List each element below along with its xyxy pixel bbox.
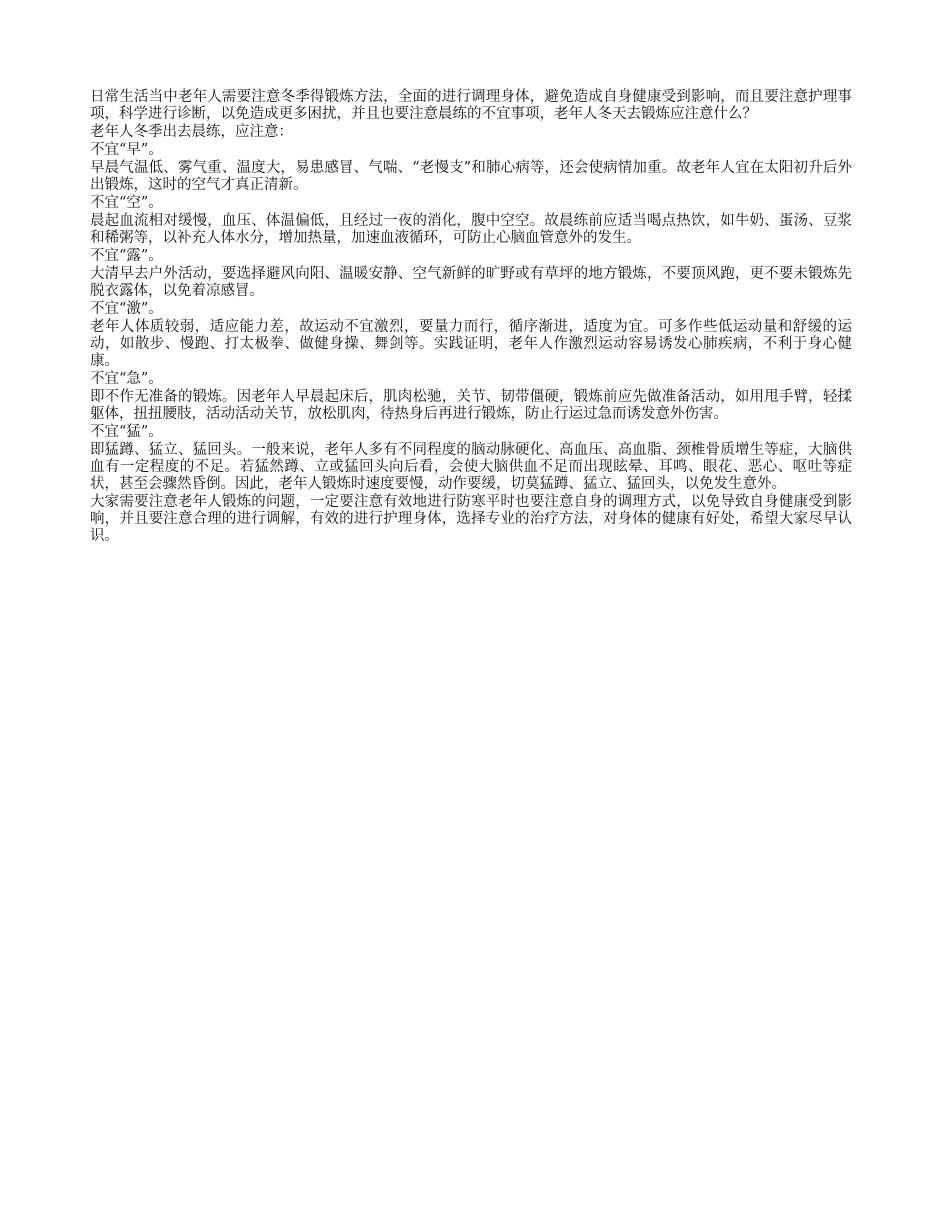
paragraph-not-intense: 老年人体质较弱，适应能力差，故运动不宜激烈，要量力而行，循序渐进，适度为宜。可多作些低运动量和舒缓的运动，如散步、慢跑、打太极拳、做健身操、舞剑等。实践证明，老年人作激烈运动容易诱发心肺疾病，不利于身心健康。 — [90, 319, 852, 369]
paragraph-not-exposed: 大清早去户外活动，要选择避风向阳、温暖安静、空气新鲜的旷野或有草坪的地方锻炼，不要顶风跑，更不要未锻炼先脱衣露体，以免着凉感冒。 — [90, 266, 852, 299]
intro-paragraph: 日常生活当中老年人需要注意冬季得锻炼方法，全面的进行调理身体，避免造成自身健康受到影响，而且要注意护理事项，科学进行诊断，以免造成更多困扰，并且也要注意晨练的不宜事项，老年人冬天去锻炼应注意什么？ — [90, 89, 852, 122]
heading-not-abrupt: 不宜“猛”。 — [90, 424, 163, 440]
lead-in-line: 老年人冬季出去晨练，应注意： — [90, 124, 293, 140]
heading-not-hasty: 不宜“急”。 — [90, 371, 163, 387]
paragraph-not-hasty: 即不作无准备的锻炼。因老年人早晨起床后，肌肉松驰，关节、韧带僵硬，锻炼前应先做准备活动，如用甩手臂，轻揉躯体，扭扭腰肢，活动活动关节，放松肌肉，待热身后再进行锻炼，防止行运过急而诱发意外伤害。 — [90, 389, 852, 422]
document-body — [90, 89, 852, 546]
heading-not-intense: 不宜“激”。 — [90, 301, 163, 317]
paragraph-not-abrupt: 即猛蹲、猛立、猛回头。一般来说，老年人多有不同程度的脑动脉硬化、高血压、高血脂、颈椎骨质增生等症，大脑供血有一定程度的不足。若猛然蹲、立或猛回头向后看，会使大脑供血不足而出现眩晕、耳鸣、眼花、恶心、呕吐等症状，甚至会骤然昏倒。因此，老年人锻炼时速度要慢，动作要缓，切莫猛蹲、猛立、猛回头，以免发生意外。 — [90, 442, 852, 492]
heading-not-early: 不宜“早”。 — [90, 142, 163, 158]
paragraph-not-early: 早晨气温低、雾气重、温度大，易患感冒、气喘、“老慢支”和肺心病等，还会使病情加重。故老年人宜在太阳初升后外出锻炼，这时的空气才真正清新。 — [90, 160, 852, 193]
heading-not-exposed: 不宜“露”。 — [90, 248, 163, 264]
closing-paragraph: 大家需要注意老年人锻炼的问题，一定要注意有效地进行防寒平时也要注意自身的调理方式，以免导致自身健康受到影响，并且要注意合理的进行调解，有效的进行护理身体，选择专业的治疗方法，对身体的健康有好处，希望大家尽早认识。 — [90, 494, 852, 544]
heading-not-empty: 不宜“空”。 — [90, 195, 163, 211]
paragraph-not-empty: 晨起血流相对缓慢，血压、体温偏低，且经过一夜的消化，腹中空空。故晨练前应适当喝点热饮，如牛奶、蛋汤、豆浆和稀粥等，以补充人体水分，增加热量，加速血液循环，可防止心脑血管意外的发生。 — [90, 213, 852, 246]
